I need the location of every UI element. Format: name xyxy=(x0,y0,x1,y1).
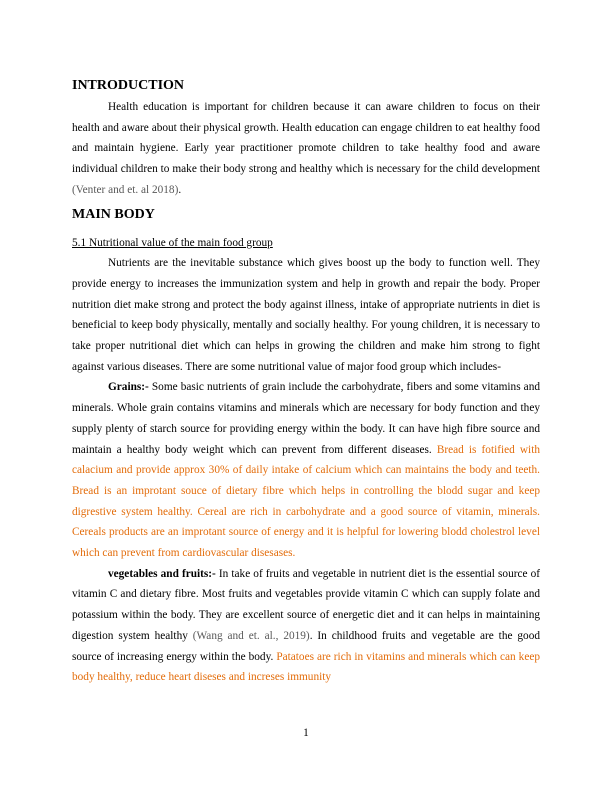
vegetables-paragraph xyxy=(72,564,540,688)
introduction-text: Health education is important for children because it can aware children to focus on their health and aware about their physical growth. Health education can engage children to eat healthy food and maintain hygiene. Early year practitioner promote children to take healthy food and aware individual children to make their body strong and healthy which is necessary for the child development xyxy=(72,101,540,176)
vegetables-text-continued: . In childhood fruits and vegetable are the good source of increasing energy within the body. xyxy=(72,629,540,663)
grains-highlight: Bread is fotified with calacium and provide approx 30% of daily intake of calcium which can maintains the body and teeth. Bread is an improtant souce of dietary fibre which helps in controlling the blodd sugar and keep digrestive system healthy. Cereal are rich in carbohydrate and a good source of vitamin, minerals. Cereals products are an improtant source of energy and it is helpful for lowering blodd cholestrol level which can prevent from cardiovascular disesases. xyxy=(72,443,540,560)
introduction-paragraph xyxy=(72,97,540,201)
vegetables-text: In take of fruits and vegetable in nutrient diet is the essential source of vitamin C and dietary fibre. Most fruits and vegetables provide vitamin C which can supply folate and potassium within the body. They are excellent source of energetic diet and it can helps in maintaining digestion system healthy xyxy=(72,567,541,642)
introduction-heading: INTRODUCTION xyxy=(72,78,185,93)
introduction-end: . xyxy=(178,183,182,196)
nutritional-value-subheading: 5.1 Nutritional value of the main food group xyxy=(72,236,273,249)
page-number: 1 xyxy=(303,727,309,739)
grains-text: Some basic nutrients of grain include the carbohydrate, fibers and some vitamins and minerals. Whole grain contains vitamins and minerals which are necessary for body function and they supply plenty of starch source for providing energy within the body. It can have high fibre source and maintain a healthy body weight which can prevent from different diseases. xyxy=(72,381,540,456)
grains-paragraph xyxy=(72,377,540,563)
main-body-heading: MAIN BODY xyxy=(72,206,155,222)
vegetables-citation: (Wang and et. al., 2019) xyxy=(192,629,310,642)
nutrients-paragraph: Nutrients are the inevitable substance which gives boost up the body to function well. They provide energy to increases the immunization system and help in growth and repair the body. Proper nutrition diet make strong and protect the body against illness, intake of appropriate nutrients in diet is beneficial to keep body physically, mentally and socially healthy. For young children, it is necessary to take proper nutritional diet which can helps in growing the children and make him strong to fight against various diseases. There are some nutritional value of major food group which includes- xyxy=(72,257,540,373)
grains-label: Grains:- xyxy=(108,381,149,394)
introduction-citation: (Venter and et. al 2018) xyxy=(72,183,179,196)
vegetables-highlight: Patatoes are rich in vitamins and minerals which can keep body healthy, reduce heart diseses and increses immunity xyxy=(72,650,540,684)
document-page xyxy=(72,76,540,688)
vegetables-label: vegetables and fruits:- xyxy=(108,567,216,580)
